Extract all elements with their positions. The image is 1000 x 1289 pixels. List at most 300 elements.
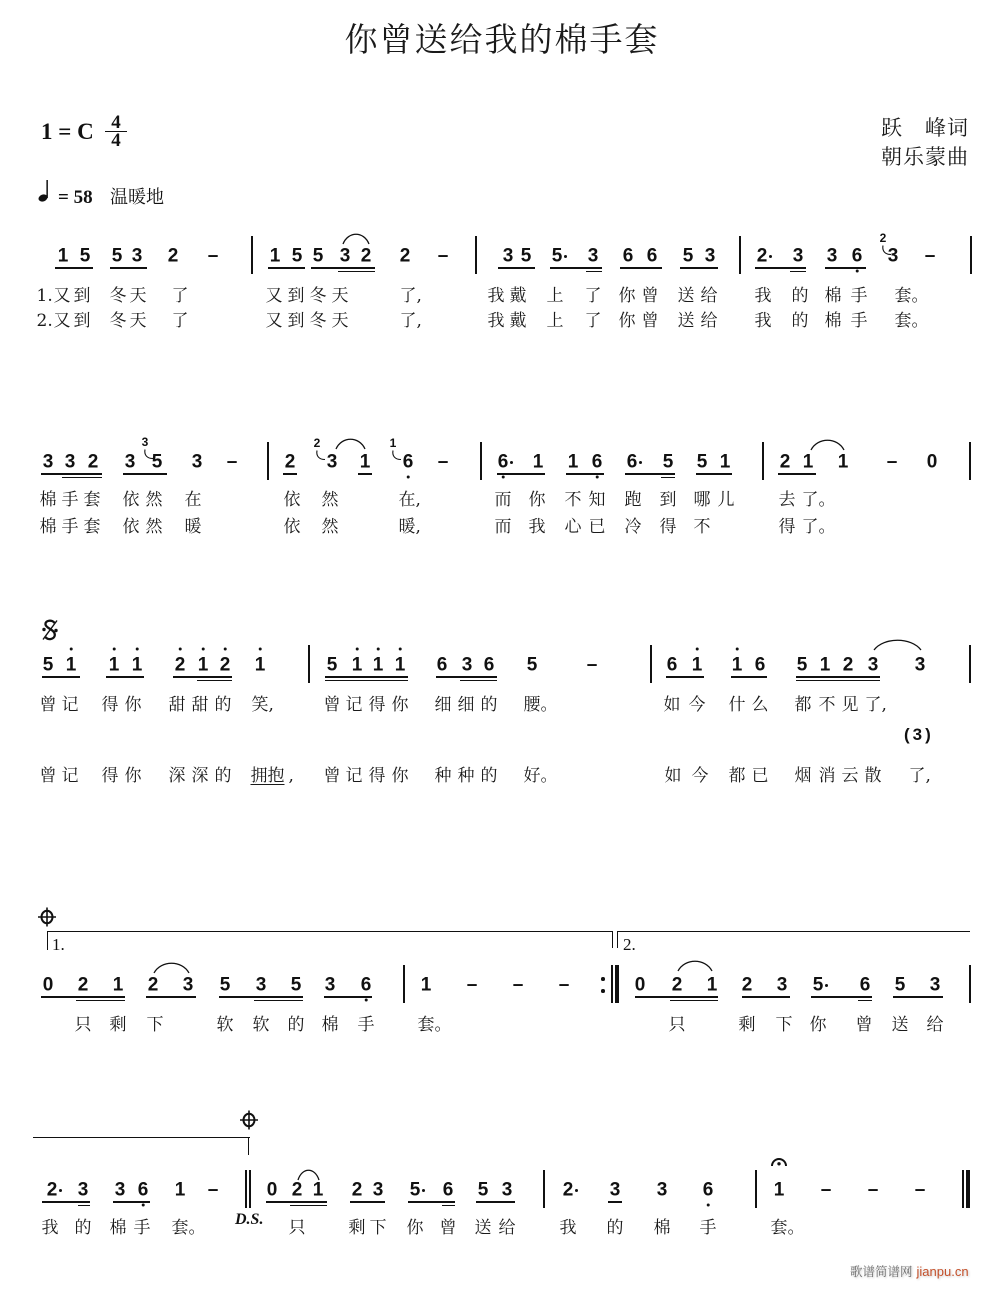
- lyric-syllable: 依: [283, 490, 301, 510]
- lyric-syllable: 你: [124, 766, 142, 786]
- lyric-syllable: 在,: [398, 490, 421, 510]
- lyric-syllable: 跑: [624, 490, 642, 510]
- lyric-syllable: 套。: [171, 1218, 206, 1238]
- note: 1: [837, 451, 849, 473]
- duration-dash: –: [924, 245, 936, 267]
- lyric-syllable: 我: [754, 286, 772, 306]
- lyric-syllable: 细: [434, 695, 452, 715]
- lyric-syllable: 棉: [824, 311, 842, 331]
- note: 3: [182, 974, 194, 996]
- note: 3: [914, 654, 926, 676]
- lyric-syllable: 了: [171, 311, 189, 331]
- lyric-syllable: 了: [171, 286, 189, 306]
- lyric-syllable: 到: [287, 311, 305, 331]
- note: 2: [756, 245, 768, 267]
- lyric-syllable: 记: [345, 766, 363, 786]
- lyric-syllable: 了,: [399, 286, 422, 306]
- note: 3: [587, 245, 599, 267]
- lyric-syllable: 棉: [653, 1218, 671, 1238]
- double-underline: [290, 1205, 327, 1207]
- note: 1: [420, 974, 432, 996]
- lyric-syllable: 棉: [824, 286, 842, 306]
- note: 3: [656, 1179, 668, 1201]
- underline: [42, 1201, 90, 1203]
- lyric-syllable: 甜: [191, 695, 209, 715]
- note: 2: [174, 654, 186, 676]
- note: 5: [477, 1179, 489, 1201]
- note: 1: [773, 1179, 785, 1201]
- lyric-syllable: 棉: [321, 1015, 339, 1035]
- lyric-syllable: 戴: [509, 286, 527, 306]
- volta-1-label: 1.: [52, 935, 65, 954]
- lyric-syllable: 天: [331, 311, 349, 331]
- grace-note: 1: [389, 436, 397, 450]
- lyric-syllable: 如: [664, 766, 682, 786]
- note: 5: [812, 974, 824, 996]
- note: 1: [719, 451, 731, 473]
- note: 3: [191, 451, 203, 473]
- lyric-syllable: 套。: [417, 1015, 452, 1035]
- note: 3: [929, 974, 941, 996]
- lyric-syllable: 我: [559, 1218, 577, 1238]
- lyric-syllable: 了。: [801, 517, 836, 537]
- note: 2: [46, 1179, 58, 1201]
- lyric-syllable: 曾: [39, 766, 57, 786]
- lyric-syllable: 在: [184, 490, 202, 510]
- duration-dash: –: [512, 974, 524, 996]
- lyric-syllable: 我: [528, 517, 546, 537]
- note: 3: [609, 1179, 621, 1201]
- lyric-syllable: 了,: [399, 311, 422, 331]
- lyric-syllable: 给: [700, 311, 718, 331]
- note: 5: [290, 974, 302, 996]
- lyric-syllable: 笑,: [251, 695, 274, 715]
- note: 1: [108, 654, 120, 676]
- lyric-syllable: 软: [252, 1015, 270, 1035]
- note: 1: [691, 654, 703, 676]
- note: 1: [359, 451, 371, 473]
- lyric-syllable: 给: [498, 1218, 516, 1238]
- note: 3: [326, 451, 338, 473]
- lyric-syllable: 的: [214, 766, 232, 786]
- lyric-syllable: 天: [129, 311, 147, 331]
- note: 2: [360, 245, 372, 267]
- lyric-syllable: 而: [494, 490, 512, 510]
- lyric-syllable: 的: [480, 695, 498, 715]
- note: 6: [851, 245, 863, 267]
- note: 2: [671, 974, 683, 996]
- key-signature: 1 = C: [41, 119, 94, 144]
- lyric-syllable: ,: [288, 766, 294, 786]
- note: 1: [269, 245, 281, 267]
- note: 6: [360, 974, 372, 996]
- note: 3: [867, 654, 879, 676]
- note: 3: [255, 974, 267, 996]
- lyric-syllable: 不: [693, 517, 711, 537]
- lyric-syllable: 1.: [36, 286, 53, 306]
- lyric-syllable: 冬: [309, 286, 327, 306]
- double-underline: [442, 1205, 455, 1207]
- lyric-syllable: 套。: [894, 286, 929, 306]
- note: 3: [77, 1179, 89, 1201]
- lyric-syllable: 如: [663, 695, 681, 715]
- lyric-syllable: 到: [287, 286, 305, 306]
- lyric-syllable: 又: [265, 286, 283, 306]
- note: 3: [887, 245, 899, 267]
- rest: 0: [42, 974, 54, 996]
- lyric-syllable: 剩: [738, 1015, 756, 1035]
- lyric-syllable: 的: [480, 766, 498, 786]
- lyric-syllable: 又: [53, 286, 71, 306]
- lyric-syllable: 棉: [39, 490, 57, 510]
- note: 5: [682, 245, 694, 267]
- duration-dash: –: [586, 654, 598, 676]
- lyric-syllable: 得: [659, 517, 677, 537]
- lyric-syllable: 都: [794, 695, 812, 715]
- note: 1: [567, 451, 579, 473]
- lyric-syllable: 下: [146, 1015, 164, 1035]
- note: 1: [174, 1179, 186, 1201]
- lyric-syllable: 冬: [109, 286, 127, 306]
- lyric-syllable: 得: [368, 766, 386, 786]
- lyric-syllable: 了,: [864, 695, 887, 715]
- lyric-syllable: 戴: [509, 311, 527, 331]
- note: 1: [372, 654, 384, 676]
- lyric-syllable: 然: [321, 517, 339, 537]
- lyric-syllable: 上: [546, 311, 564, 331]
- lyric-syllable: 暖,: [398, 517, 421, 537]
- augmentation-dot: [59, 1189, 62, 1192]
- lyric-syllable: 你: [391, 695, 409, 715]
- lyric-syllable: 得: [778, 517, 796, 537]
- note: 3: [114, 1179, 126, 1201]
- lyric-syllable: 剩: [109, 1015, 127, 1035]
- lyric-syllable: 消: [818, 766, 836, 786]
- lyric-syllable: 腰。: [523, 695, 558, 715]
- lyric-syllable: 已: [588, 517, 606, 537]
- lyric-syllable: 手: [133, 1218, 151, 1238]
- duration-dash: –: [914, 1179, 926, 1201]
- lyric-syllable: 手: [850, 286, 868, 306]
- note: 6: [591, 451, 603, 473]
- lyric-syllable: 下: [369, 1218, 387, 1238]
- note: 1: [112, 974, 124, 996]
- note: 2: [147, 974, 159, 996]
- lyric-syllable: 儿: [717, 490, 735, 510]
- lyric-syllable: 给: [700, 286, 718, 306]
- volta-2-label: 2.: [623, 935, 636, 954]
- note: 1: [197, 654, 209, 676]
- note: 3: [42, 451, 54, 473]
- note: 3: [372, 1179, 384, 1201]
- tempo-marking: = 58: [58, 187, 93, 208]
- lyric-syllable: 的: [214, 695, 232, 715]
- lyric-syllable: 送: [891, 1015, 909, 1035]
- note: 6: [702, 1179, 714, 1201]
- note: 2: [77, 974, 89, 996]
- lyric-syllable: 依: [283, 517, 301, 537]
- lyric-syllable: 得: [101, 766, 119, 786]
- note: 3: [324, 974, 336, 996]
- note: 5: [79, 245, 91, 267]
- lyric-syllable: 不: [564, 490, 582, 510]
- note: 3: [64, 451, 76, 473]
- lyric-syllable: 然: [145, 490, 163, 510]
- note: 6: [622, 245, 634, 267]
- lyric-syllable: 送: [677, 311, 695, 331]
- lyric-syllable: 到: [659, 490, 677, 510]
- augmentation-dot: [575, 1189, 578, 1192]
- note: 1: [532, 451, 544, 473]
- underline: [266, 1201, 327, 1203]
- lyric-syllable: 云: [841, 766, 859, 786]
- lyric-syllable: 我: [41, 1218, 59, 1238]
- note: 6: [754, 654, 766, 676]
- note: 6: [436, 654, 448, 676]
- note: 5: [551, 245, 563, 267]
- lyric-syllable: 手: [357, 1015, 375, 1035]
- barline: [245, 1170, 247, 1208]
- lyric-syllable: 记: [345, 695, 363, 715]
- note: 5: [662, 451, 674, 473]
- barline: [249, 1170, 251, 1208]
- lyric-syllable: 给: [926, 1015, 944, 1035]
- lyric-syllable: 么: [751, 695, 769, 715]
- lyric-syllable: 心: [564, 517, 582, 537]
- watermark-site-name: 歌谱简谱网: [850, 1264, 913, 1279]
- duration-dash: –: [226, 451, 238, 473]
- lyric-syllable: 今: [691, 766, 709, 786]
- note: 6: [483, 654, 495, 676]
- lyric-syllable: 只: [288, 1218, 306, 1238]
- note: 5: [326, 654, 338, 676]
- lyric-syllable: 然: [145, 517, 163, 537]
- note: 5: [312, 245, 324, 267]
- lyric-syllable: 深: [191, 766, 209, 786]
- note: 5: [696, 451, 708, 473]
- expression-marking: 温暖地: [110, 187, 164, 208]
- note: 1: [312, 1179, 324, 1201]
- note: 6: [137, 1179, 149, 1201]
- barline: [755, 1170, 757, 1208]
- lyricist-credit: 跃 峰词: [881, 116, 969, 140]
- lyric-syllable: 的: [791, 286, 809, 306]
- lyric-syllable: 剩: [348, 1218, 366, 1238]
- note: 3: [461, 654, 473, 676]
- rest: 0: [266, 1179, 278, 1201]
- note: 6: [666, 654, 678, 676]
- grace-note: 3: [141, 435, 149, 449]
- lyric-syllable: 曾: [439, 1218, 457, 1238]
- underline: [350, 1201, 385, 1203]
- underline: [408, 1201, 455, 1203]
- lyric-syllable: 送: [474, 1218, 492, 1238]
- song-title: 你曾送给我的棉手套: [344, 20, 660, 59]
- lyric-syllable: 棉: [39, 517, 57, 537]
- lyric-syllable: 手: [61, 490, 79, 510]
- duration-dash: –: [558, 974, 570, 996]
- note: 5: [409, 1179, 421, 1201]
- note: 1: [394, 654, 406, 676]
- lyric-syllable: 你: [618, 286, 636, 306]
- note: 3: [826, 245, 838, 267]
- lyric-syllable: 套: [83, 517, 101, 537]
- lyric-syllable: 你: [391, 766, 409, 786]
- lyric-syllable: 深: [168, 766, 186, 786]
- note: 1: [706, 974, 718, 996]
- watermark-domain: jianpu.cn: [916, 1264, 969, 1279]
- note: 5: [526, 654, 538, 676]
- rest: 0: [926, 451, 938, 473]
- lyric-syllable: 了。: [801, 490, 836, 510]
- lyric-syllable: 种: [434, 766, 452, 786]
- note: 2: [291, 1179, 303, 1201]
- note: 3: [776, 974, 788, 996]
- lyric-syllable: 拥抱: [250, 766, 285, 786]
- lyric-syllable: 得: [368, 695, 386, 715]
- lyric-syllable: 曾: [855, 1015, 873, 1035]
- lyric-syllable: 见: [841, 695, 859, 715]
- lyric-syllable: 2.: [36, 311, 53, 331]
- composer-credit: 朝乐蒙曲: [881, 145, 969, 169]
- note: 6: [497, 451, 509, 473]
- lyric-syllable: 只: [668, 1015, 686, 1035]
- note: 3: [704, 245, 716, 267]
- lyric-syllable: 曾: [641, 311, 659, 331]
- lyric-syllable: 种: [457, 766, 475, 786]
- barline: [962, 1170, 964, 1208]
- lyric-syllable: 不: [818, 695, 836, 715]
- note: 2: [219, 654, 231, 676]
- lyric-syllable: 依: [122, 490, 140, 510]
- note: 3: [339, 245, 351, 267]
- lyric-syllable: 曾: [323, 695, 341, 715]
- lyric-syllable: 曾: [39, 695, 57, 715]
- grace-note: 2: [313, 436, 321, 450]
- note: 1: [65, 654, 77, 676]
- lyric-syllable: 曾: [323, 766, 341, 786]
- duration-dash: –: [207, 1179, 219, 1201]
- lyric-syllable: 散: [864, 766, 882, 786]
- note: 2: [87, 451, 99, 473]
- duration-dash: –: [437, 245, 449, 267]
- note: 6: [646, 245, 658, 267]
- note: 6: [442, 1179, 454, 1201]
- lyric-syllable: 天: [331, 286, 349, 306]
- note: 5: [796, 654, 808, 676]
- note: 2: [167, 245, 179, 267]
- lyric-syllable: 好。: [523, 766, 558, 786]
- lyric-syllable: 今: [688, 695, 706, 715]
- underline: [476, 1201, 515, 1203]
- lyric-syllable: 然: [321, 490, 339, 510]
- lyric-syllable: 我: [754, 311, 772, 331]
- double-underline: [78, 1205, 90, 1207]
- lyric-syllable: 棉: [109, 1218, 127, 1238]
- lyric-syllable: 而: [494, 517, 512, 537]
- lyric-syllable: 套: [83, 490, 101, 510]
- lyric-syllable: 软: [216, 1015, 234, 1035]
- lyric-syllable: 套。: [770, 1218, 805, 1238]
- lyric-syllable: 细: [457, 695, 475, 715]
- lyric-syllable: 的: [791, 311, 809, 331]
- lyric-syllable: 冬: [309, 311, 327, 331]
- lyric-syllable: 我: [487, 311, 505, 331]
- note: 1: [802, 451, 814, 473]
- lyric-syllable: 又: [265, 311, 283, 331]
- duration-dash: –: [820, 1179, 832, 1201]
- duration-dash: –: [466, 974, 478, 996]
- lyric-syllable: 去: [778, 490, 796, 510]
- lyric-syllable: 的: [74, 1218, 92, 1238]
- note: 5: [520, 245, 532, 267]
- lyric-syllable: 了: [584, 286, 602, 306]
- note: 5: [894, 974, 906, 996]
- lyric-syllable: 冬: [109, 311, 127, 331]
- lyric-syllable: 手: [699, 1218, 717, 1238]
- time-signature-denominator: 4: [111, 130, 121, 151]
- lyric-syllable: 哪: [693, 490, 711, 510]
- lyric-syllable: 记: [61, 766, 79, 786]
- lyric-syllable: 又: [53, 311, 71, 331]
- lyric-syllable: 到: [73, 311, 91, 331]
- lyric-syllable: 已: [751, 766, 769, 786]
- lyric-syllable: 你: [528, 490, 546, 510]
- lyric-syllable: 的: [287, 1015, 305, 1035]
- augmentation-dot: [422, 1189, 425, 1192]
- underline: [113, 1201, 150, 1203]
- dal-segno-marking: D.S.: [235, 1211, 264, 1228]
- note: 1: [131, 654, 143, 676]
- note: 2: [741, 974, 753, 996]
- note: 3: [124, 451, 136, 473]
- lyric-syllable: 我: [487, 286, 505, 306]
- duration-dash: –: [867, 1179, 879, 1201]
- underline: [608, 1201, 622, 1203]
- lyric-syllable: 你: [406, 1218, 424, 1238]
- duration-dash: –: [437, 451, 449, 473]
- lyric-syllable: 你: [618, 311, 636, 331]
- note: 1: [351, 654, 363, 676]
- note: 3: [792, 245, 804, 267]
- note: 6: [626, 451, 638, 473]
- lyric-syllable: 只: [74, 1015, 92, 1035]
- alternate-note-parenthetical: (3): [904, 725, 934, 744]
- lyric-syllable: 都: [728, 766, 746, 786]
- note: 3: [131, 245, 143, 267]
- slur: [297, 1167, 320, 1181]
- lyric-syllable: 到: [73, 286, 91, 306]
- lyric-syllable: 什: [728, 695, 746, 715]
- lyric-syllable: 下: [775, 1015, 793, 1035]
- barline: [966, 1170, 970, 1208]
- note: 5: [151, 451, 163, 473]
- lyric-syllable: 得: [101, 695, 119, 715]
- lyric-syllable: 甜: [168, 695, 186, 715]
- note: 1: [254, 654, 266, 676]
- lyric-syllable: 记: [61, 695, 79, 715]
- note: 6: [859, 974, 871, 996]
- lyric-syllable: 你: [809, 1015, 827, 1035]
- note: 5: [291, 245, 303, 267]
- lyric-syllable: 暖: [184, 517, 202, 537]
- barline: [543, 1170, 545, 1208]
- note: 2: [351, 1179, 363, 1201]
- rest: 0: [634, 974, 646, 996]
- note: 5: [219, 974, 231, 996]
- duration-dash: –: [207, 245, 219, 267]
- lyric-syllable: 的: [606, 1218, 624, 1238]
